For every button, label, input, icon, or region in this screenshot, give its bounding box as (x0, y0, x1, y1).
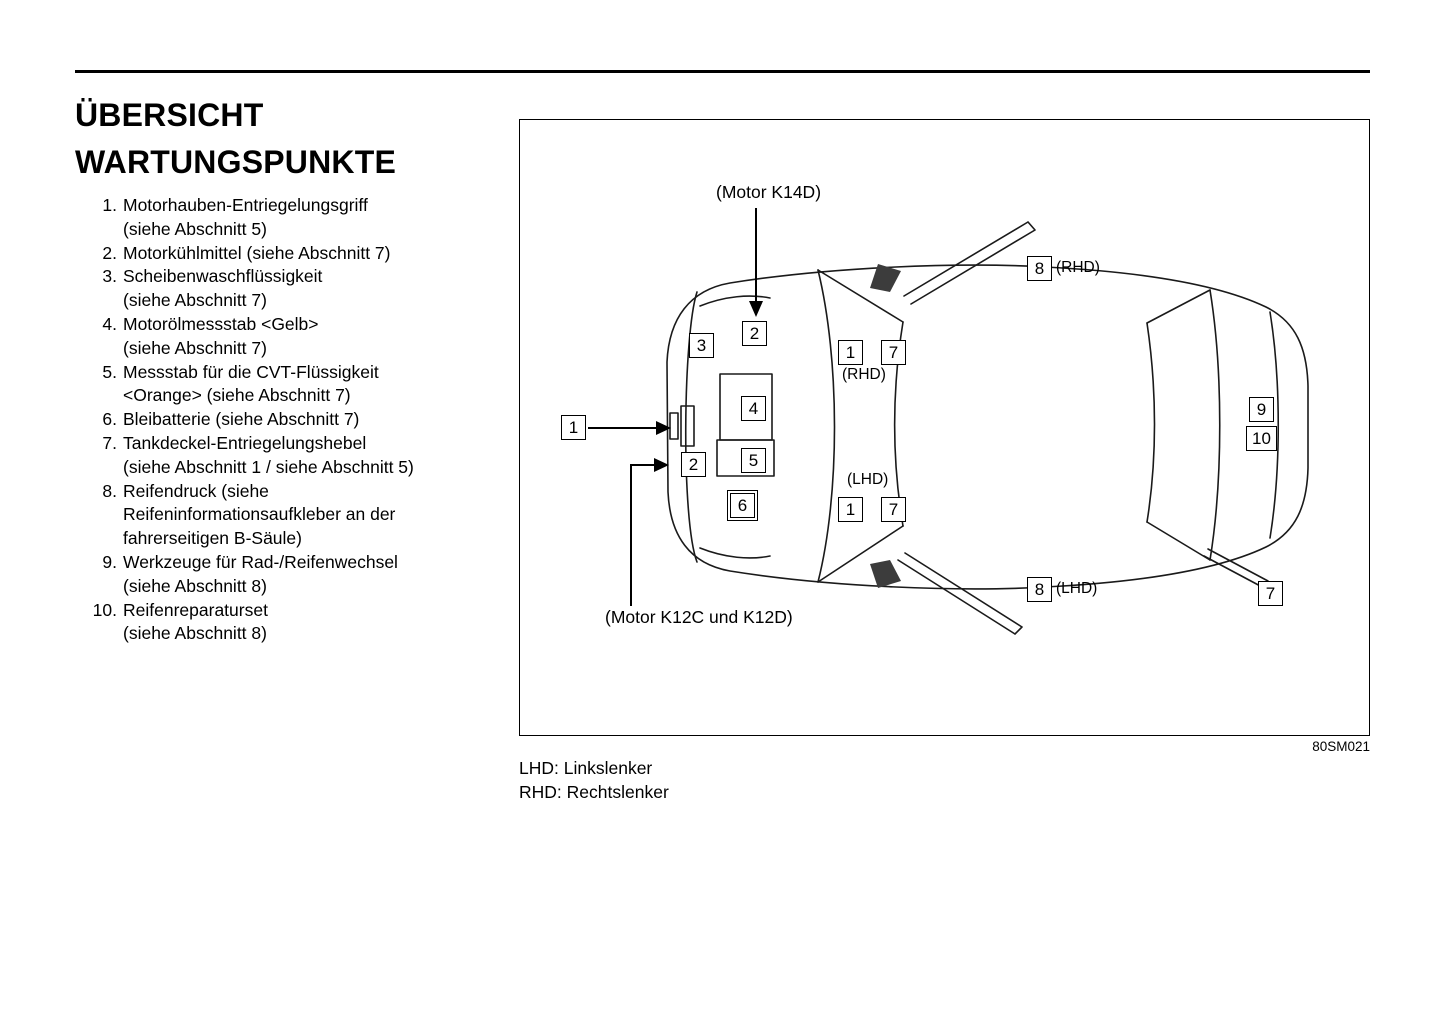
windshield-base-line (818, 270, 835, 582)
list-item-number: 1. (102, 195, 117, 215)
list-item-line: (siehe Abschnitt 8) (123, 623, 267, 644)
callout-battery-number: 6 (730, 493, 755, 518)
page-title (75, 92, 396, 186)
callout-cvt-dipstick: 5 (741, 448, 766, 473)
arrow-hood-head (656, 421, 671, 435)
list-item-line: Reifendruck (siehe (123, 480, 269, 501)
label-lhd-front: (LHD) (847, 471, 889, 488)
list-item-line: (siehe Abschnitt 8) (123, 575, 267, 596)
list-item-number: 4. (102, 313, 117, 334)
rear-window-edge (1210, 290, 1220, 560)
list-item-number: 8. (102, 480, 117, 501)
list-item-line: Reifeninformationsaufkleber an der (123, 504, 396, 525)
list-item-line: Tankdeckel-Entriegelungshebel (123, 432, 367, 453)
label-motor-k12: (Motor K12C und K12D) (605, 607, 793, 627)
list-item (75, 361, 515, 409)
c-pillar-bottom (1147, 522, 1210, 560)
list-item-line: (siehe Abschnitt 1 / siehe Abschnitt 5) (123, 456, 414, 477)
list-item-line: Motorkühlmittel (siehe Abschnitt 7) (123, 242, 391, 263)
callout-battery (727, 490, 758, 521)
legend (519, 757, 669, 804)
side-mirror-bottom (870, 560, 901, 588)
list-item-line: (siehe Abschnitt 5) (123, 218, 267, 239)
list-item-line: Reifenreparaturset (123, 599, 268, 620)
list-item-line: Werkzeuge für Rad-/Reifenwechsel (123, 551, 398, 572)
callout-hood-release-grip: 1 (561, 415, 586, 440)
list-item-line: Messstab für die CVT-Flüssigkeit (123, 361, 379, 382)
callout-tire-repair-kit: 10 (1246, 426, 1277, 451)
list-item-line: Bleibatterie (siehe Abschnitt 7) (123, 409, 360, 430)
list-item (75, 265, 515, 313)
list-item-line: Motorhauben-Entriegelungsgriff (123, 195, 368, 215)
callout-hood-release-lhd: 1 (838, 497, 863, 522)
callout-hood-release-rhd: 1 (838, 340, 863, 365)
list-item-number: 3. (102, 266, 117, 287)
list-item-number: 2. (102, 242, 117, 263)
label-rhd-side: (RHD) (1056, 259, 1100, 276)
list-item (75, 408, 515, 432)
top-rule (75, 70, 1370, 73)
callout-wheel-tools: 9 (1249, 397, 1274, 422)
callout-coolant-k12: 2 (681, 452, 706, 477)
list-item-line: <Orange> (siehe Abschnitt 7) (123, 385, 351, 406)
callout-washer-fluid: 3 (689, 333, 714, 358)
list-item-number: 9. (102, 551, 117, 572)
figure-code: 80SM021 (1312, 739, 1370, 754)
callout-coolant-k14d: 2 (742, 321, 767, 346)
legend-rhd: RHD: Rechtslenker (519, 781, 669, 802)
list-item-line: Scheibenwaschflüssigkeit (123, 266, 323, 287)
arrow-k12-line (631, 465, 655, 606)
legend-lhd: LHD: Linkslenker (519, 758, 653, 778)
diagram-panel (519, 119, 1370, 736)
label-rhd-front: (RHD) (842, 366, 886, 383)
car-top-view-illustration (520, 120, 1371, 737)
arrow-k14d-head (749, 301, 763, 317)
wiper-blade-bottom (898, 553, 1022, 634)
arrow-k12-head (654, 458, 669, 472)
list-item (75, 313, 515, 361)
list-item (75, 194, 515, 242)
callout-fuel-lever-rhd: 7 (881, 340, 906, 365)
list-item (75, 551, 515, 599)
list-item-line: (siehe Abschnitt 7) (123, 337, 267, 358)
callout-tire-pressure-lhd: 8 (1027, 577, 1052, 602)
roof-rear-edge (1147, 323, 1155, 522)
callout-fuel-lever-lhd: 7 (881, 497, 906, 522)
label-motor-k14d: (Motor K14D) (716, 182, 822, 202)
maintenance-list (75, 194, 515, 646)
list-item-line: Motorölmessstab <Gelb> (123, 313, 319, 334)
list-item (75, 480, 515, 551)
page-title-line1: ÜBERSICHT (75, 97, 264, 133)
list-item (75, 242, 515, 266)
list-item-line: fahrerseitigen B-Säule) (123, 528, 302, 549)
list-item (75, 599, 515, 647)
callout-oil-dipstick: 4 (741, 396, 766, 421)
list-item-number: 6. (102, 409, 117, 430)
hood-release-part-large (681, 406, 694, 446)
list-item (75, 432, 515, 480)
list-item-number: 7. (102, 432, 117, 453)
hood-release-part-small (670, 413, 678, 439)
car-body-outline (667, 265, 1308, 589)
callout-tire-pressure-rhd: 8 (1027, 256, 1052, 281)
list-item-line: (siehe Abschnitt 7) (123, 290, 267, 311)
label-lhd-side: (LHD) (1056, 580, 1098, 597)
callout-fuel-cap-rear: 7 (1258, 581, 1283, 606)
wiper-blade-top (904, 222, 1035, 304)
list-item-number: 5. (102, 361, 117, 382)
hatch-line (1270, 312, 1278, 538)
headlight-right (700, 548, 770, 558)
c-pillar-top (1147, 290, 1210, 323)
page-title-line2: WARTUNGSPUNKTE (75, 144, 397, 180)
list-item-number: 10. (92, 599, 117, 620)
